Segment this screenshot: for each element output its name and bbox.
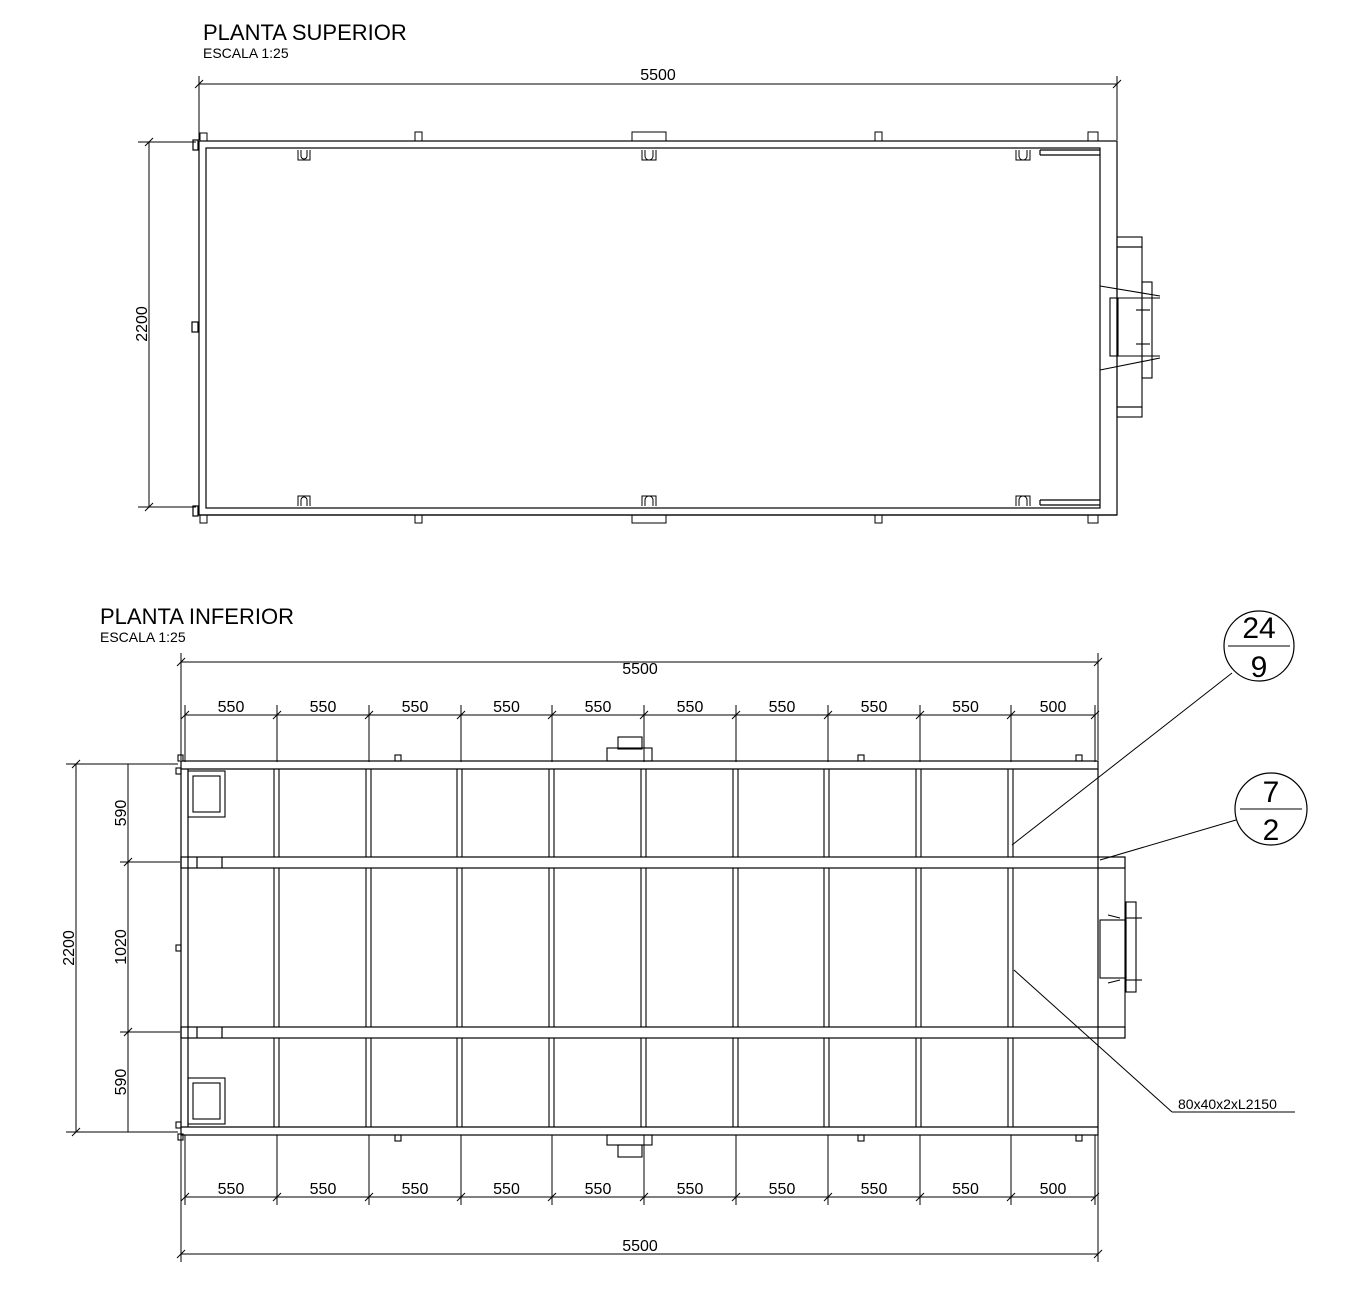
bottom-length-label-bottom: 5500 <box>622 1238 658 1255</box>
bay-label-top: 550 <box>952 699 979 716</box>
top-view <box>134 20 1160 523</box>
top-hitch <box>1100 237 1160 417</box>
bottom-view-title: PLANTA INFERIOR <box>100 604 294 629</box>
top-frame <box>192 140 1117 516</box>
bay-label-bottom: 550 <box>768 1181 796 1198</box>
balloon-7-2 <box>1100 773 1307 860</box>
bay-label-bottom: 550 <box>676 1181 704 1198</box>
bay-labels-top <box>218 699 1067 716</box>
side-segment-label: 590 <box>113 1068 130 1096</box>
bay-label-top: 550 <box>860 699 888 716</box>
bay-label-bottom: 550 <box>401 1181 429 1198</box>
top-length-dimension <box>195 76 1121 140</box>
bay-label-top: 550 <box>309 699 337 716</box>
bay-label-bottom: 550 <box>309 1181 337 1198</box>
side-segment-label: 590 <box>113 799 130 827</box>
bay-label-bottom: 550 <box>584 1181 612 1198</box>
bay-label-top: 550 <box>584 699 612 716</box>
bay-label-top: 550 <box>401 699 429 716</box>
balloon-bottom-number: 9 <box>1250 651 1268 684</box>
bay-label-top: 550 <box>768 699 796 716</box>
top-length-label: 5500 <box>640 67 676 84</box>
bay-label-top: 550 <box>493 699 520 716</box>
balloon-top-number: 7 <box>1262 776 1280 809</box>
bottom-corner-fittings <box>176 737 1082 1157</box>
balloon-bottom-number: 2 <box>1262 814 1280 847</box>
bay-label-bottom: 550 <box>860 1181 888 1198</box>
top-lock-fittings <box>200 132 1098 523</box>
bottom-hitch <box>1098 868 1142 1027</box>
top-view-title: PLANTA SUPERIOR <box>203 20 407 45</box>
bottom-length-label-top: 5500 <box>622 661 658 678</box>
bay-label-top: 550 <box>676 699 704 716</box>
bay-label-bottom: 550 <box>493 1181 520 1198</box>
bottom-width-label: 2200 <box>61 930 78 966</box>
bay-label-bottom: 500 <box>1039 1181 1067 1198</box>
bay-label-bottom: 550 <box>952 1181 979 1198</box>
cross-members <box>274 769 1013 1127</box>
bay-label-bottom: 550 <box>217 1181 245 1198</box>
balloon-top-number: 24 <box>1242 612 1276 645</box>
bay-label-top: 500 <box>1039 699 1067 716</box>
bottom-view <box>61 604 1307 1262</box>
profile-note-label: 80x40x2xL2150 <box>1178 1096 1277 1112</box>
top-width-label: 2200 <box>134 306 151 342</box>
side-segment-label: 1020 <box>113 929 130 965</box>
bay-labels-bottom <box>218 1181 1067 1198</box>
bottom-view-scale: ESCALA 1:25 <box>100 629 186 645</box>
profile-note <box>1014 970 1295 1112</box>
bay-label-top: 550 <box>217 699 245 716</box>
bottom-frame <box>181 761 1125 1135</box>
top-view-scale: ESCALA 1:25 <box>203 45 289 61</box>
